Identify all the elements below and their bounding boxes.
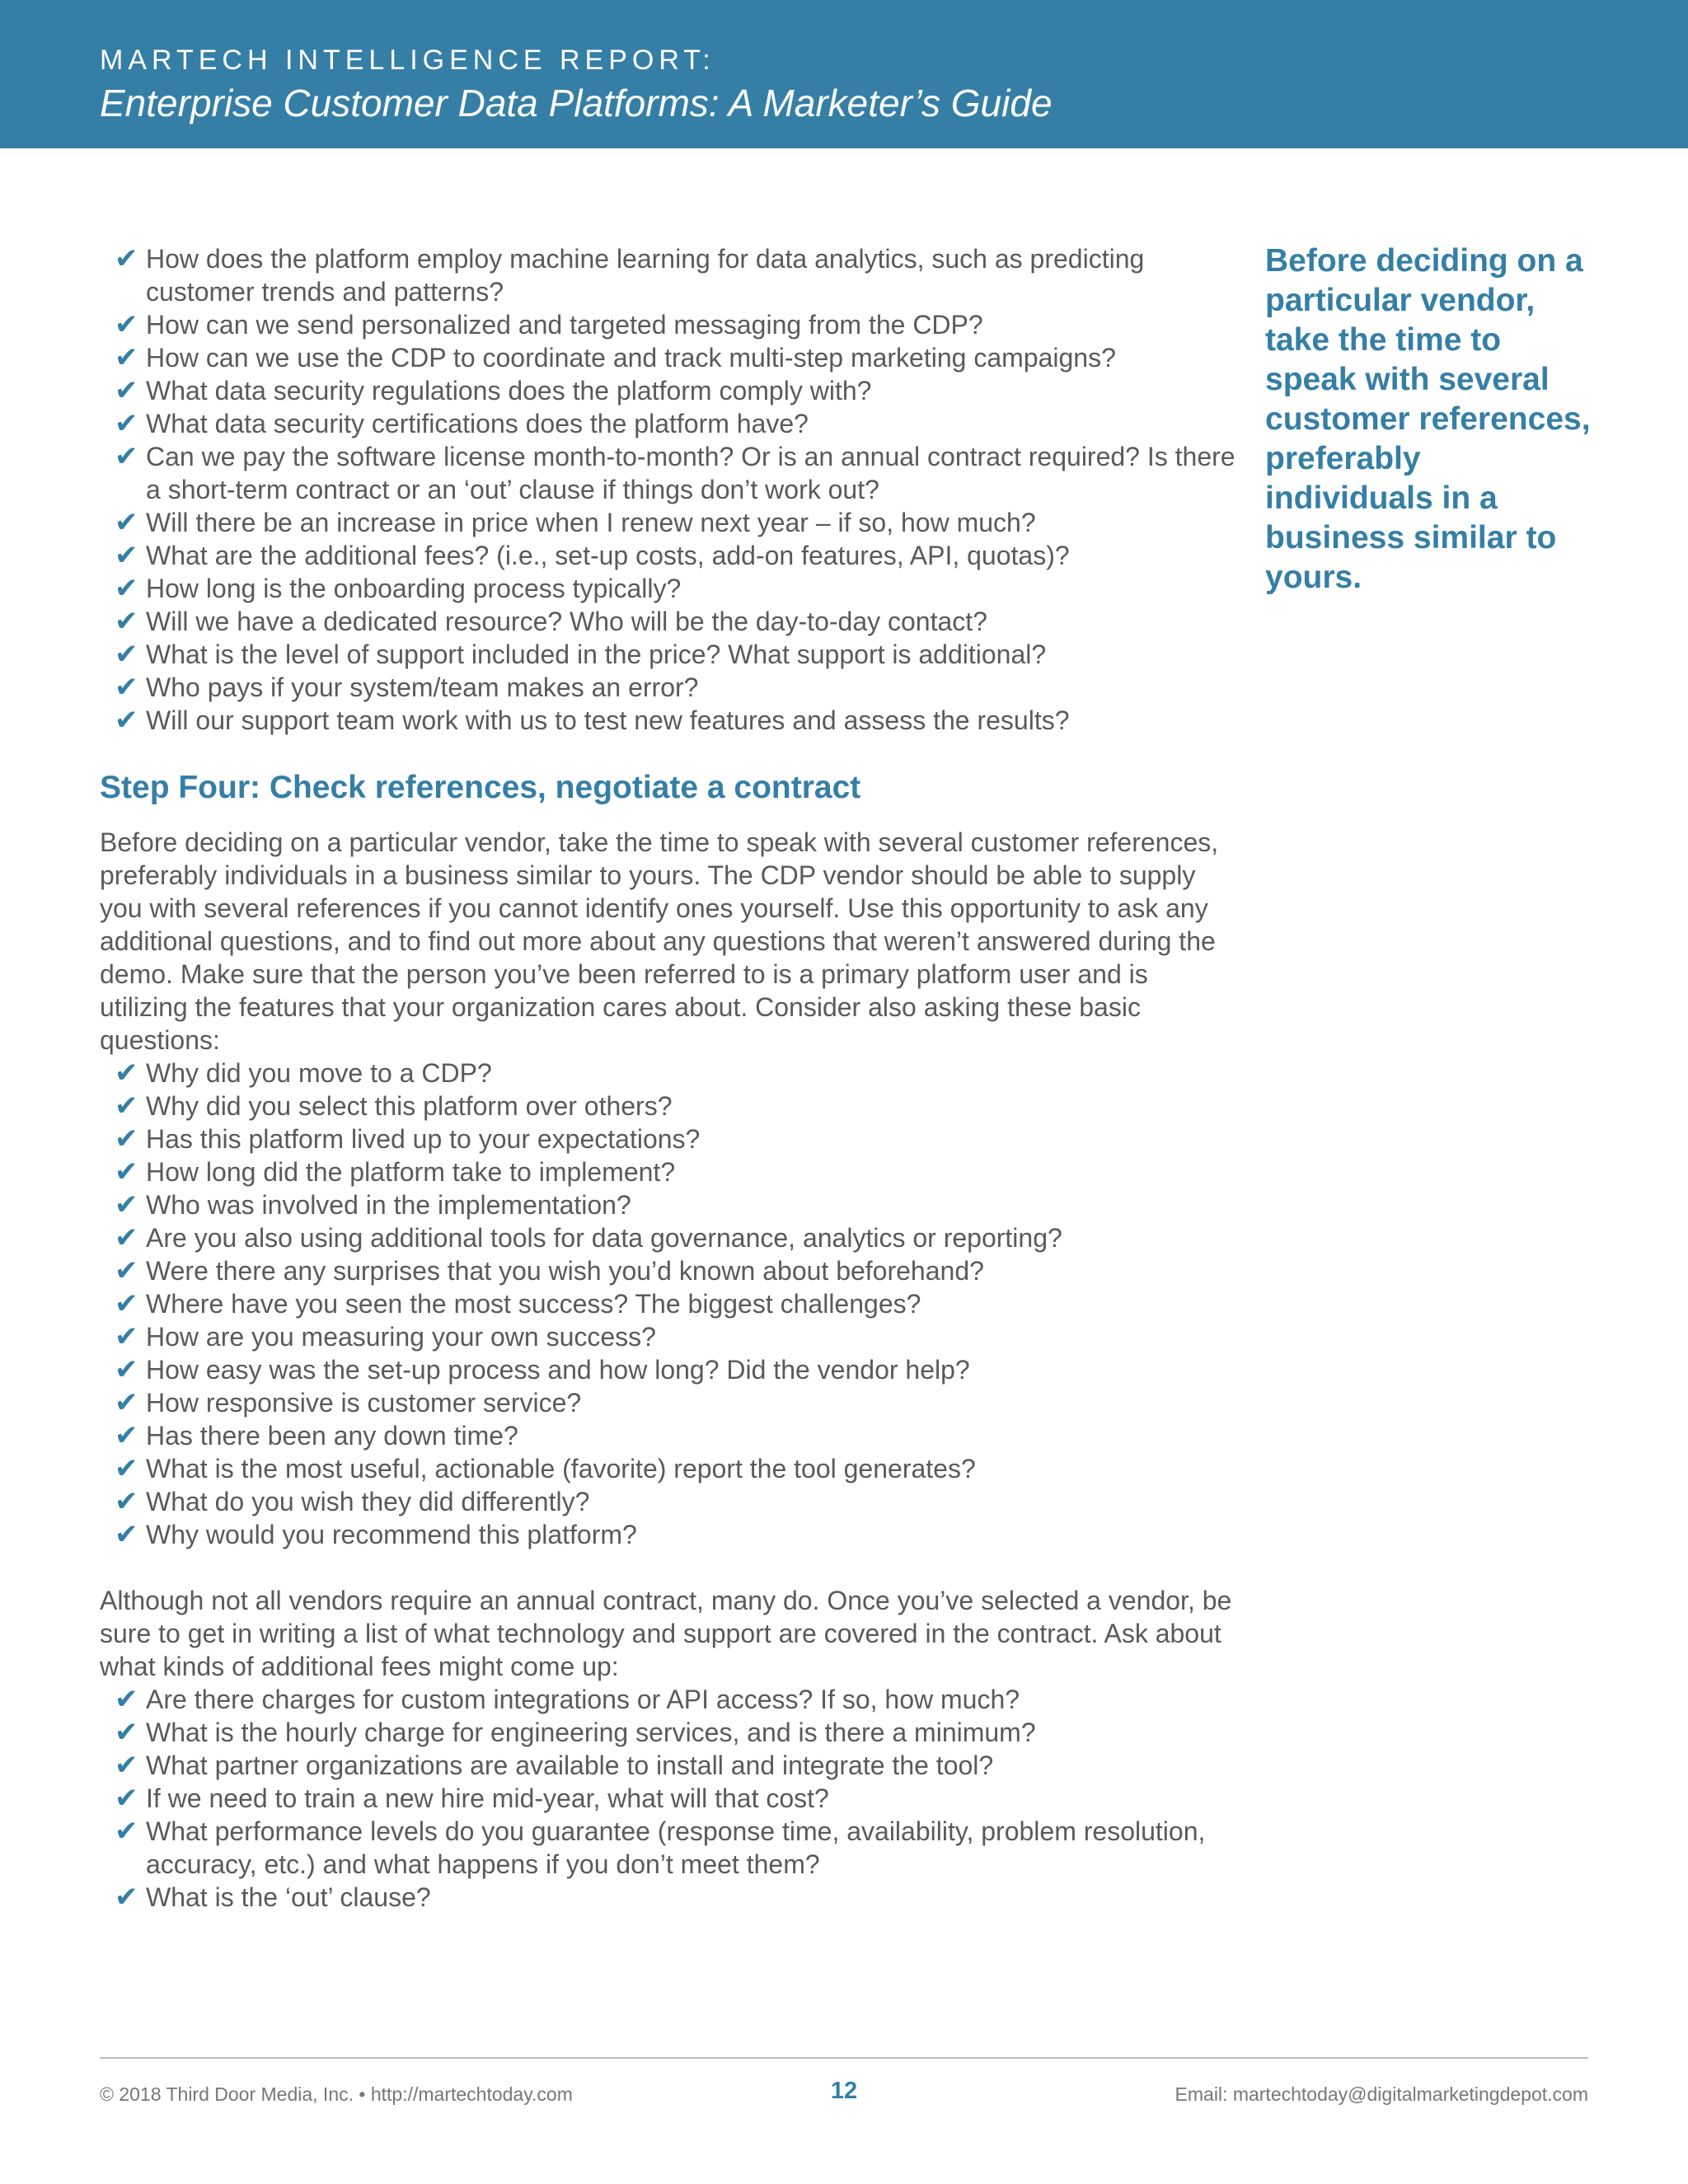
checklist-item-text: What are the additional fees? (i.e., set-up costs, add-on features, API, quotas)? bbox=[146, 541, 1070, 570]
checklist-item-text: What is the hourly charge for engineering services, and is there a minimum? bbox=[146, 1718, 1036, 1747]
checklist-item-text: Were there any surprises that you wish you’d known about beforehand? bbox=[146, 1256, 984, 1286]
checklist-item bbox=[115, 1749, 1237, 1782]
footer-copyright: © 2018 Third Door Media, Inc. • http://martechtoday.com bbox=[100, 2083, 573, 2105]
checklist-item-text: How does the platform employ machine learning for data analytics, such as predicting customer trends and patterns? bbox=[146, 244, 1145, 307]
checklist-item-text: Why did you move to a CDP? bbox=[146, 1058, 492, 1088]
checklist-item-text: How are you measuring your own success? bbox=[146, 1322, 656, 1352]
check-mark-icon: ✔ bbox=[115, 342, 138, 373]
check-mark-icon: ✔ bbox=[115, 1684, 138, 1715]
report-kicker: MARTECH INTELLIGENCE REPORT: bbox=[100, 45, 715, 76]
checklist-item bbox=[115, 671, 1237, 704]
check-mark-icon: ✔ bbox=[115, 1123, 138, 1155]
check-mark-icon: ✔ bbox=[115, 375, 138, 406]
check-mark-icon: ✔ bbox=[115, 1156, 138, 1188]
checklist-item-text: How long is the onboarding process typically? bbox=[146, 574, 682, 603]
checklist-item-text: Who was involved in the implementation? bbox=[146, 1190, 631, 1220]
checklist-item bbox=[115, 1287, 1237, 1320]
checklist-item-text: Are you also using additional tools for data governance, analytics or reporting? bbox=[146, 1223, 1062, 1253]
page-number: 12 bbox=[830, 2078, 858, 2104]
check-mark-icon: ✔ bbox=[115, 1387, 138, 1418]
checklist-item bbox=[115, 374, 1237, 407]
checklist-item bbox=[115, 605, 1237, 638]
check-mark-icon: ✔ bbox=[115, 672, 138, 703]
checklist-item bbox=[115, 1221, 1237, 1254]
checklist-item bbox=[115, 1881, 1237, 1914]
check-mark-icon: ✔ bbox=[115, 540, 138, 571]
checklist-item bbox=[115, 1188, 1237, 1221]
checklist-item bbox=[115, 1716, 1237, 1749]
check-mark-icon: ✔ bbox=[115, 1717, 138, 1748]
checklist-item-text: What is the most useful, actionable (favorite) report the tool generates? bbox=[146, 1454, 976, 1483]
checklist-item-text: Where have you seen the most success? The biggest challenges? bbox=[146, 1289, 921, 1319]
checklist-item-text: What is the level of support included in the price? What support is additional? bbox=[146, 640, 1047, 669]
checklist-item bbox=[115, 1254, 1237, 1287]
check-mark-icon: ✔ bbox=[115, 1420, 138, 1451]
checklist-item bbox=[115, 638, 1237, 671]
step-four-heading: Step Four: Check references, negotiate a contract bbox=[100, 770, 861, 805]
checklist-item bbox=[115, 1057, 1237, 1090]
pull-quote: Before deciding on a particular vendor, take the time to speak with several customer references, preferably individuals in a business similar to yours. bbox=[1265, 243, 1591, 595]
checklist-item bbox=[115, 407, 1237, 440]
check-mark-icon: ✔ bbox=[115, 1519, 138, 1550]
checklist-item-text: How long did the platform take to implement? bbox=[146, 1157, 676, 1187]
contract-paragraph: Although not all vendors require an annual contract, many do. Once you’ve selected a vendor, be sure to get in writing a list of what technology and support are covered in the contract. Ask about what kinds of additional fees might come up: bbox=[100, 1586, 1232, 1681]
checklist-item-text: What performance levels do you guarantee (response time, availability, problem resolution, accuracy, etc.) and what happens if you don’t meet them? bbox=[146, 1816, 1206, 1879]
footer-divider bbox=[100, 2057, 1588, 2059]
checklist-item bbox=[115, 1090, 1237, 1122]
checklist-item-text: What is the ‘out’ clause? bbox=[146, 1882, 431, 1912]
check-mark-icon: ✔ bbox=[115, 441, 138, 472]
check-mark-icon: ✔ bbox=[115, 1750, 138, 1781]
reference-questions-list bbox=[100, 1057, 1237, 1551]
checklist-item-text: What data security certifications does the platform have? bbox=[146, 409, 809, 438]
check-mark-icon: ✔ bbox=[115, 1189, 138, 1221]
questions-intro-list bbox=[100, 242, 1237, 737]
check-mark-icon: ✔ bbox=[115, 1882, 138, 1913]
checklist-item-text: Will our support team work with us to test new features and assess the results? bbox=[146, 705, 1070, 735]
checklist-item-text: How can we send personalized and targeted messaging from the CDP? bbox=[146, 310, 983, 340]
checklist-item bbox=[115, 1782, 1237, 1815]
checklist-item bbox=[115, 1419, 1237, 1452]
check-mark-icon: ✔ bbox=[115, 1057, 138, 1089]
checklist-item bbox=[115, 242, 1237, 308]
check-mark-icon: ✔ bbox=[115, 1090, 138, 1122]
report-title: Enterprise Customer Data Platforms: A Marketer’s Guide bbox=[100, 82, 1053, 124]
checklist-item-text: If we need to train a new hire mid-year, what will that cost? bbox=[146, 1783, 829, 1813]
checklist-item bbox=[115, 1683, 1237, 1716]
checklist-item-text: Has this platform lived up to your expectations? bbox=[146, 1124, 701, 1154]
checklist-item bbox=[115, 1320, 1237, 1353]
checklist-item bbox=[115, 341, 1237, 374]
checklist-item-text: Who pays if your system/team makes an error? bbox=[146, 673, 699, 702]
checklist-item bbox=[115, 1122, 1237, 1155]
checklist-item bbox=[115, 308, 1237, 341]
checklist-item-text: How easy was the set-up process and how long? Did the vendor help? bbox=[146, 1355, 970, 1385]
check-mark-icon: ✔ bbox=[115, 1255, 138, 1286]
checklist-item bbox=[115, 1452, 1237, 1485]
checklist-item-text: What data security regulations does the platform comply with? bbox=[146, 376, 872, 405]
check-mark-icon: ✔ bbox=[115, 408, 138, 439]
check-mark-icon: ✔ bbox=[115, 606, 138, 637]
checklist-item-text: Are there charges for custom integrations or API access? If so, how much? bbox=[146, 1685, 1020, 1714]
checklist-item-text: Can we pay the software license month-to-month? Or is an annual contract required? Is there a short-term contract or an ‘out’ clause if things don’t work out? bbox=[146, 442, 1236, 504]
check-mark-icon: ✔ bbox=[115, 1321, 138, 1352]
checklist-item bbox=[115, 1518, 1237, 1551]
check-mark-icon: ✔ bbox=[115, 573, 138, 604]
step-four-paragraph: Before deciding on a particular vendor, take the time to speak with several customer references, preferably individuals in a business similar to yours. The CDP vendor should be able to supply you with several references if you cannot identify ones yourself. Use this opportunity to ask any additional questions, and to find out more about any questions that weren’t answered during the demo. Make sure that the person you’ve been referred to is a primary platform user and is utilizing the features that your organization cares about. Consider also asking these basic questions: bbox=[100, 827, 1219, 1055]
check-mark-icon: ✔ bbox=[115, 1288, 138, 1319]
check-mark-icon: ✔ bbox=[115, 507, 138, 538]
checklist-item-text: How responsive is customer service? bbox=[146, 1388, 582, 1418]
check-mark-icon: ✔ bbox=[115, 1222, 138, 1254]
checklist-item-text: Will there be an increase in price when I renew next year – if so, how much? bbox=[146, 508, 1036, 537]
checklist-item-text: What partner organizations are available to install and integrate the tool? bbox=[146, 1750, 994, 1780]
check-mark-icon: ✔ bbox=[115, 309, 138, 340]
checklist-item bbox=[115, 1155, 1237, 1188]
check-mark-icon: ✔ bbox=[115, 705, 138, 736]
checklist-item bbox=[115, 440, 1237, 506]
checklist-item bbox=[115, 539, 1237, 572]
report-header bbox=[0, 0, 1688, 148]
checklist-item bbox=[115, 1353, 1237, 1386]
checklist-item bbox=[115, 1386, 1237, 1419]
checklist-item bbox=[115, 704, 1237, 737]
check-mark-icon: ✔ bbox=[115, 1453, 138, 1484]
check-mark-icon: ✔ bbox=[115, 1783, 138, 1814]
checklist-item-text: Why would you recommend this platform? bbox=[146, 1520, 637, 1549]
contract-questions-list bbox=[100, 1683, 1237, 1914]
check-mark-icon: ✔ bbox=[115, 1486, 138, 1517]
check-mark-icon: ✔ bbox=[115, 243, 138, 274]
check-mark-icon: ✔ bbox=[115, 639, 138, 670]
checklist-item-text: Will we have a dedicated resource? Who will be the day-to-day contact? bbox=[146, 607, 987, 636]
checklist-item-text: How can we use the CDP to coordinate and track multi-step marketing campaigns? bbox=[146, 343, 1116, 373]
check-mark-icon: ✔ bbox=[115, 1816, 138, 1847]
checklist-item-text: Why did you select this platform over others? bbox=[146, 1091, 673, 1121]
checklist-item bbox=[115, 572, 1237, 605]
checklist-item bbox=[115, 506, 1237, 539]
checklist-item-text: What do you wish they did differently? bbox=[146, 1487, 590, 1516]
checklist-item bbox=[115, 1815, 1237, 1881]
checklist-item-text: Has there been any down time? bbox=[146, 1421, 518, 1451]
footer-email: Email: martechtoday@digitalmarketingdepot.com bbox=[1175, 2083, 1588, 2105]
main-content bbox=[100, 242, 1237, 1914]
checklist-item bbox=[115, 1485, 1237, 1518]
check-mark-icon: ✔ bbox=[115, 1354, 138, 1385]
